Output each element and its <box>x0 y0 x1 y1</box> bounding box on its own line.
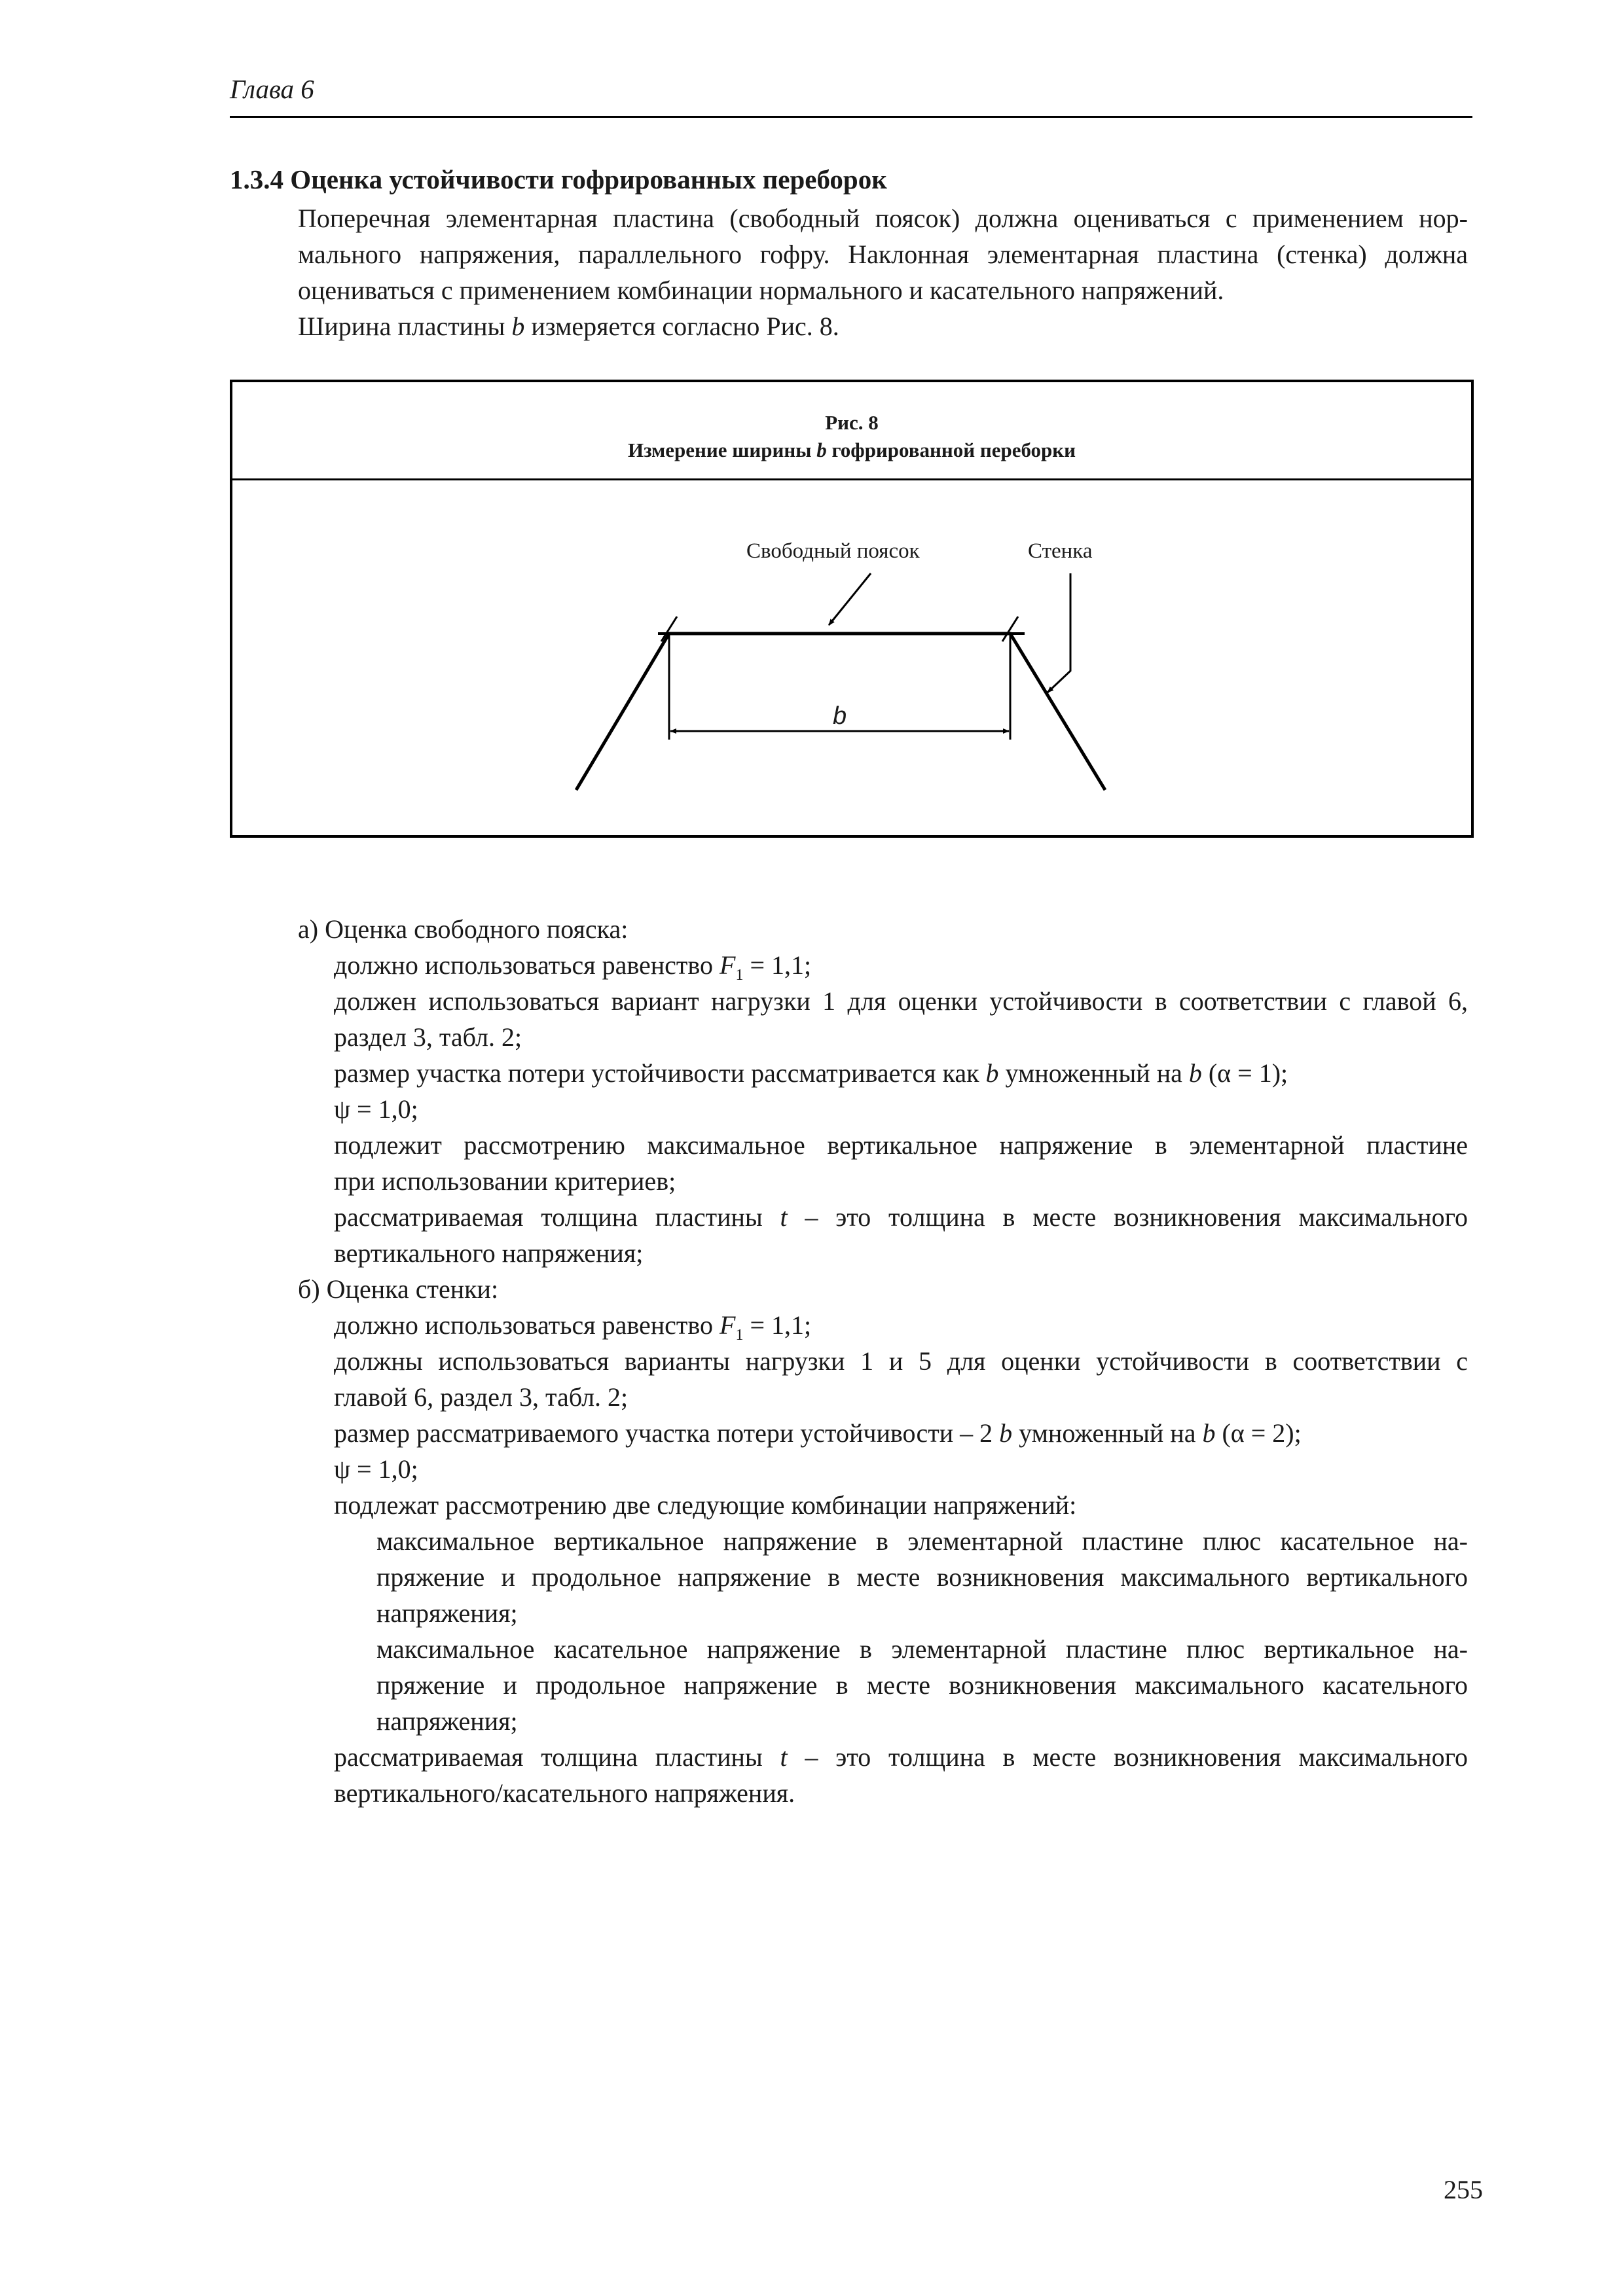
intro-line-1: Поперечная элементарная пластина (свободный поясок) должна оцениваться с применением нор- <box>298 204 1468 233</box>
label-free-flange: Свободный поясок <box>746 539 920 563</box>
list-a-item-4: ψ = 1,0; <box>334 1094 418 1124</box>
section-title: 1.3.4 Оценка устойчивости гофрированных переборок <box>230 164 887 194</box>
list-b-item-2-line-1: должны использоваться варианты нагрузки 1 и 5 для оценки устойчивости в соответствии с <box>334 1346 1468 1376</box>
list-a-item-5-line-2: при использовании критериев; <box>334 1166 676 1196</box>
list-a-item-6-line-1: рассматриваемая толщина пластины t – это толщина в месте возникновения максимального <box>334 1202 1468 1232</box>
list-a-item-1: должно использоваться равенство $F_1 = 1,1$; <box>334 950 812 984</box>
list-b-combination-2-line-3: напряжения; <box>376 1706 518 1736</box>
list-b-item-5: подлежат рассмотрению две следующие комбинации напряжений: <box>334 1490 1077 1520</box>
list-b-item-4: ψ = 1,0; <box>334 1454 418 1484</box>
list-b-combination-1-line-2: пряжение и продольное напряжение в месте возникновения максимального вертикального <box>376 1562 1468 1592</box>
chapter-header: Глава 6 <box>230 74 314 104</box>
list-a-item-3: размер участка потери устойчивости рассматривается как b умноженный на b (α = 1); <box>334 1058 1288 1088</box>
list-b-item-3: размер рассматриваемого участка потери устойчивости – 2 b умноженный на b (α = 2); <box>334 1418 1302 1448</box>
list-b-heading: б) Оценка стенки: <box>298 1274 499 1304</box>
leader-web <box>1048 573 1070 692</box>
figure-number: Рис. 8 <box>825 411 879 434</box>
list-b-item-6-line-2: вертикального/касательного напряжения. <box>334 1778 795 1808</box>
intro-line-3: оцениваться с применением комбинации нормального и касательного напряжений. <box>298 276 1224 305</box>
list-a-item-2-line-1: должен использоваться вариант нагрузки 1 для оценки устойчивости в соответствии с главой 6, <box>334 986 1468 1016</box>
list-b-combination-2-line-2: пряжение и продольное напряжение в месте возникновения максимального касательного <box>376 1670 1468 1700</box>
list-a-item-6-line-2: вертикального напряжения; <box>334 1238 644 1268</box>
leader-free-flange <box>829 573 871 625</box>
list-b-combination-1-line-3: напряжения; <box>376 1598 518 1628</box>
corrugation-diagram <box>0 0 1623 851</box>
list-a-item-5-line-1: подлежит рассмотрению максимальное вертикальное напряжение в элементарной пластине <box>334 1130 1468 1160</box>
intro-line-2: мального напряжения, параллельного гофру. Наклонная элементарная пластина (стенка) должна <box>298 240 1468 269</box>
list-b-item-2-line-2: главой 6, раздел 3, табл. 2; <box>334 1382 629 1412</box>
page-number: 255 <box>1444 2175 1483 2204</box>
list-b-combination-2-line-1: максимальное касательное напряжение в элементарной пластине плюс вертикальное на- <box>376 1634 1468 1664</box>
list-a-item-2-line-2: раздел 3, табл. 2; <box>334 1022 522 1052</box>
list-b-item-6-line-1: рассматриваемая толщина пластины t – это толщина в месте возникновения максимального <box>334 1742 1468 1772</box>
label-b: b <box>833 702 847 730</box>
list-b-item-1: должно использоваться равенство $F_1 = 1,1$; <box>334 1310 812 1344</box>
list-a-heading: а) Оценка свободного пояска: <box>298 914 629 944</box>
intro-line-4: Ширина пластины b измеряется согласно Рис. 8. <box>298 312 839 341</box>
label-web: Стенка <box>1028 539 1093 563</box>
figure-caption: Измерение ширины b гофрированной переборки <box>627 439 1076 461</box>
list-b-combination-1-line-1: максимальное вертикальное напряжение в элементарной пластине плюс касательное на- <box>376 1526 1468 1556</box>
